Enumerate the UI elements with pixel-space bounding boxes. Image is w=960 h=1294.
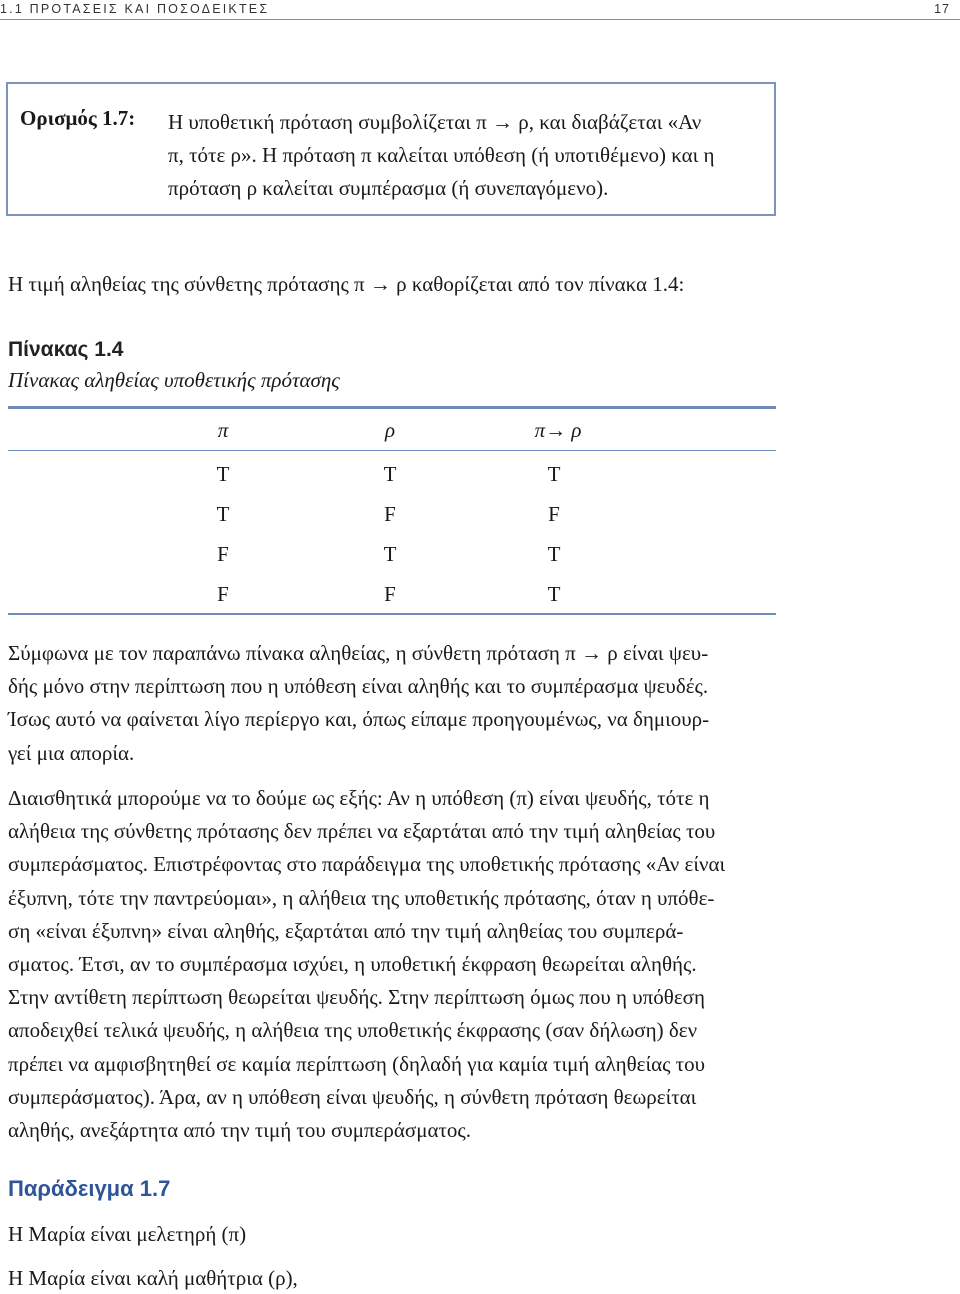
definition-line: πρόταση ρ καλείται συμπέρασμα (ή συνεπαγόμενο). — [168, 176, 609, 200]
section-title: 1.1 ΠΡΟΤΑΣΕΙΣ ΚΑΙ ΠΟΣΟΔΕΙΚΤΕΣ — [0, 2, 270, 16]
definition-body — [168, 106, 768, 205]
table-cell: T — [216, 502, 230, 526]
paragraph — [8, 782, 778, 1147]
table-cell: T — [547, 462, 561, 486]
page-number: 17 — [934, 2, 950, 16]
paragraph-line: ση «είναι έξυπνη» είναι αληθής, εξαρτάται από την τιμή αληθείας του συμπερά- — [8, 918, 684, 943]
paragraph-line: δής μόνο στην περίπτωση που η υπόθεση είναι αληθής και το συμπέρασμα ψευδές. — [8, 674, 709, 699]
table-cell: F — [384, 582, 396, 606]
table-bottom-rule — [8, 613, 776, 615]
table-subtitle: Πίνακας αληθείας υποθετικής πρότασης — [8, 368, 340, 392]
intro-line: Η τιμή αληθείας της σύνθετης πρότασης π → ρ καθορίζεται από τον πίνακα 1.4: — [8, 272, 685, 296]
paragraph-line: συμπεράσματος. Επιστρέφοντας στο παράδειγμα της υποθετικής πρότασης «Αν είναι — [8, 852, 726, 877]
table-cell: T — [216, 462, 230, 486]
paragraph-line: Στην αντίθετη περίπτωση θεωρείται ψευδής. Στην περίπτωση όμως που η υπόθεση — [8, 985, 705, 1010]
table-header-cell: π→ ρ — [534, 418, 582, 442]
table-cell: T — [547, 542, 561, 566]
paragraph-line: αποδειχθεί τελικά ψευδής, η αλήθεια της υποθετικής έκφρασης (σαν δήλωση) δεν — [8, 1018, 698, 1043]
paragraph-line: πρέπει να αμφισβητηθεί σε καμία περίπτωση (δηλαδή για καμία τιμή αληθείας του — [8, 1051, 706, 1076]
page-header — [0, 0, 960, 22]
example-line: Η Μαρία είναι καλή μαθήτρια (ρ), — [8, 1266, 298, 1290]
table-header-cell: ρ — [384, 418, 396, 442]
truth-table — [8, 406, 776, 618]
definition-label: Ορισμός 1.7: — [20, 106, 136, 130]
paragraph-line: γεί μια απορία. — [8, 740, 135, 765]
table-header-rule — [8, 450, 776, 451]
paragraph-line: Σύμφωνα με τον παραπάνω πίνακα αληθείας, η σύνθετη πρόταση π → ρ είναι ψευ- — [8, 641, 709, 665]
table-cell: T — [383, 462, 397, 486]
table-cell: F — [217, 582, 229, 606]
paragraph-line: αληθής, ανεξάρτητα από την τιμή του συμπεράσματος. — [8, 1118, 471, 1143]
table-cell: T — [547, 582, 561, 606]
paragraph-line: αλήθεια της σύνθετης πρότασης δεν πρέπει να εξαρτάται από την τιμή αληθείας του — [8, 819, 716, 844]
paragraph-line: σματος. Έτσι, αν το συμπέρασμα ισχύει, η υποθετική έκφραση θεωρείται αληθής. — [8, 952, 697, 977]
table-cell: F — [384, 502, 396, 526]
paragraph-line: συμπεράσματος). Άρα, αν η υπόθεση είναι ψευδής, η σύνθετη πρόταση θεωρείται — [8, 1084, 697, 1109]
paragraph-line: Διαισθητικά μπορούμε να το δούμε ως εξής: Αν η υπόθεση (π) είναι ψευδής, τότε η — [8, 786, 710, 810]
table-top-rule — [8, 406, 776, 409]
table-cell: F — [548, 502, 560, 526]
header-rule — [0, 19, 960, 20]
definition-line: Η υποθετική πρόταση συμβολίζεται π → ρ, και διαβάζεται «Αν — [168, 110, 702, 134]
paragraph-line: έξυπνη, τότε την παντρεύομαι», η αλήθεια της υποθετικής πρότασης, όταν η υπόθε- — [8, 885, 715, 910]
table-title: Πίνακας 1.4 — [8, 338, 124, 361]
example-title: Παράδειγμα 1.7 — [8, 1176, 171, 1201]
paragraph — [8, 637, 778, 770]
paragraph-line: Ίσως αυτό να φαίνεται λίγο περίεργο και, όπως είπαμε προηγουμένως, να δημιουρ- — [8, 707, 710, 732]
table-cell: F — [217, 542, 229, 566]
table-header-cell: π — [217, 418, 229, 442]
table-cell: T — [383, 542, 397, 566]
example-line: Η Μαρία είναι μελετηρή (π) — [8, 1222, 247, 1246]
definition-box — [6, 82, 776, 216]
definition-line: π, τότε ρ». Η πρόταση π καλείται υπόθεση (ή υποτιθέμενο) και η — [168, 143, 715, 167]
